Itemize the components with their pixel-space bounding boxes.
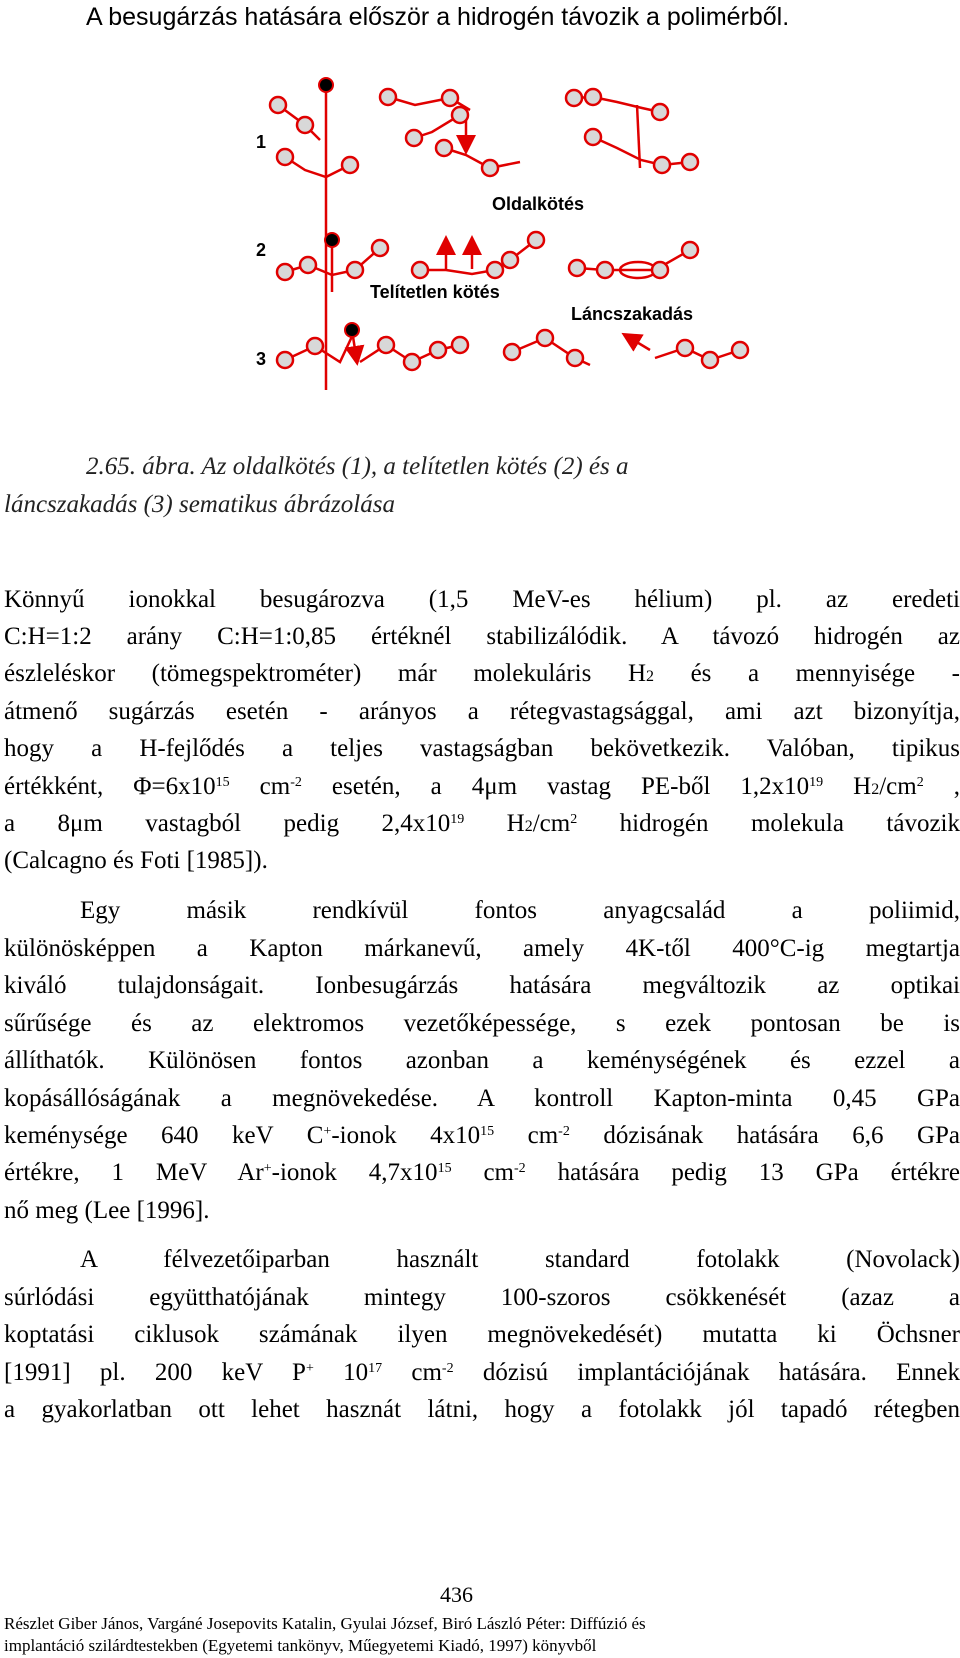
p1-line-5: hogy a H-fejlődés a teljes vastagságban bekövetkezik. Valóban, tipikus [4,735,960,762]
p2-line-5: állíthatók. Különösen fontos azonban a keménységének és ezzel a [4,1047,960,1074]
p2-line-2: különösképpen a Kapton márkanevű, amely 4K-től 400°C-ig megtartja [4,935,960,962]
polymer-schematic-figure [0,60,960,400]
p2-line-6: kopásállóságának a megnövekedése. A kontroll Kapton-minta 0,45 GPa [4,1085,960,1112]
p1-line-2: C:H=1:2 arány C:H=1:0,85 értéknél stabilizálódik. A távozó hidrogén az [4,623,960,650]
page-number: 436 [440,1582,473,1607]
polymer-chain-diagram [0,60,960,400]
p1-line-7: a 8μm vastagból pedig $2,4x10^{19}$ $H_2/cm^2$ hidrogén molekula távozik [4,810,960,837]
p2-line-3: kiváló tulajdonságait. Ionbesugárzás hatására megváltozik az optikai [4,972,960,999]
p1-line-4: átmenő sugárzás esetén - arányos a rétegvastagsággal, ami azt bizonyítja, [4,698,960,725]
p2-line-7: keménysége 640 keV C+-ionok $4x10^{15}$ $cm^{-2}$ dózisának hatására 6,6 GPa [4,1122,960,1149]
p1-line-1: Könnyű ionokkal besugározva (1,5 MeV-es hélium) pl. az eredeti [4,586,960,613]
p3-line-3: koptatási ciklusok számának ilyen megnövekedését) mutatta ki Öchsner [4,1321,960,1348]
footer-line-1: Részlet Giber János, Vargáné Josepovits Katalin, Gyulai József, Biró László Péter: Diffúzió és [4,1614,646,1633]
figure-caption-line-1: 2.65. ábra. Az oldalkötés (1), a telítetlen kötés (2) és a [86,453,629,480]
figure-caption-line-2: láncszakadás (3) sematikus ábrázolása [4,491,395,518]
label-row-2: 2 [256,240,267,260]
p1-line-6: értékként, $\Phi=6x10^{15}$ $cm^{-2}$ esetén, a 4μm vastag PE-ből $1,2x10^{19}$ $H_2/cm^2$ , [4,773,960,800]
p3-line-5: a gyakorlatban ott lehet hasznát látni, hogy a fotolakk jól tapadó rétegben [4,1396,960,1423]
p1-line-3: észleléskor (tömegspektrométer) már molekuláris $H_2$ és a mennyisége - [4,660,960,687]
atoms [270,89,748,370]
p3-line-2: súrlódási együtthatójának mintegy 100-szoros csökkenését (azaz a [4,1284,960,1311]
label-row-3: 3 [256,349,267,369]
p1-line-8: (Calcagno és Foti [1985]). [4,847,268,874]
p3-line-4: [1991] pl. 200 keV P+ $10^{17}$ $cm^{-2}$ dózisú implantációjának hatására. Ennek [4,1359,960,1386]
label-row-1: 1 [256,132,267,152]
footer-line-2: implantáció szilárdtestekben (Egyetemi tankönyv, Műegyetemi Kiadó, 1997) könyvből [4,1636,597,1655]
intro-sentence: A besugárzás hatására először a hidrogén távozik a polimérből. [86,3,790,31]
p3-line-1: A félvezetőiparban használt standard fotolakk (Novolack) [80,1246,960,1273]
p2-line-4: sűrűsége és az elektromos vezetőképessége, s ezek pontosan be is [4,1010,960,1037]
p2-line-8: értékre, 1 MeV Ar+-ionok $4,7x10^{15}$ $cm^{-2}$ hatására pedig 13 GPa értékre [4,1159,960,1186]
p2-line-9: nő meg (Lee [1996]. [4,1197,210,1224]
p2-line-1: Egy másik rendkívül fontos anyagcsalád a poliimid, [80,897,960,924]
label-oldalkotes: Oldalkötés [492,194,585,214]
label-lancszakadas: Láncszakadás [571,304,694,324]
label-telitetlen-kotes: Telítetlen kötés [370,282,500,302]
